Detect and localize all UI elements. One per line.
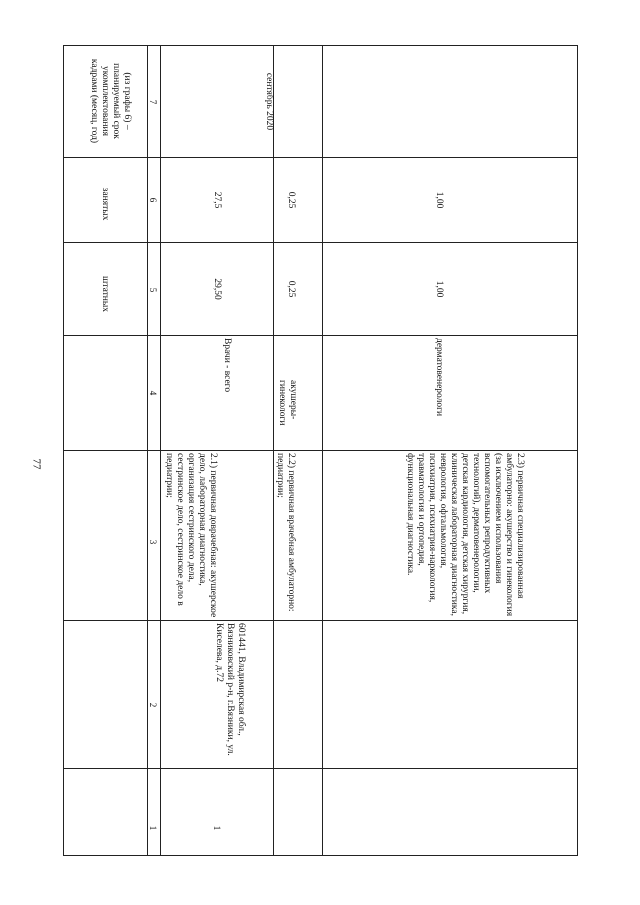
header-occupied-positions: занятых [100, 187, 110, 221]
row1-staff: 29,50 [212, 278, 222, 300]
col-number-5: 5 [148, 287, 158, 293]
header-staff-positions: штатных [100, 276, 110, 312]
row3-occupied: 1,00 [434, 191, 444, 209]
row2-occupied: 0,25 [286, 191, 296, 209]
row2-staff: 0,25 [286, 280, 296, 298]
row1-occupied: 27,5 [212, 191, 222, 209]
row2-service: 2.2) первичная врачебная амбулаторно: педиатрии; [275, 453, 296, 612]
row1-planned-term: сентябрь 2020 [264, 72, 274, 131]
row3-staff: 1,00 [434, 280, 444, 298]
col-number-7: 7 [148, 99, 158, 105]
row2-specialty: акушеры-гинекологи [277, 380, 298, 426]
row1-number: 1 [212, 825, 222, 831]
col-number-3: 3 [148, 539, 158, 545]
row3-specialty: дерматовенерологи [434, 338, 444, 417]
row3-service: 2.3) первичная специализированная амбулаторно: акушерство и гинекология (за исключением использования вспомогательных репродуктивных технологий), дерматовенерологии, детская кардиология, детская хирургия, клиническая лабораторная диагностика, неврология, офтальмология, психиатрия, психиатрия-наркология, травматология и ортопедия, функциональная диагностика. [405, 453, 525, 617]
row1-service: 2.1) первичная доврачебная: акушерское дело, лабораторная диагностика, организация сестринского дела, сестринское дело, сестринское дело в педиатрии; [164, 453, 218, 618]
row1-specialty: Врачи - всего [222, 338, 232, 393]
col-number-2: 2 [148, 702, 158, 708]
page-number: 77 [30, 458, 43, 470]
row1-address: 601441, Владимирская обл., Вязниковский р-н, г.Вязники, ул. Киселева, д.72 [214, 623, 246, 756]
header-planned-term: (из графы 6) – планируемый срок укомплектования кадрами (месяц, год) [89, 58, 132, 144]
col-number-4: 4 [148, 390, 158, 396]
col-number-6: 6 [148, 197, 158, 203]
col-number-1: 1 [148, 825, 158, 831]
